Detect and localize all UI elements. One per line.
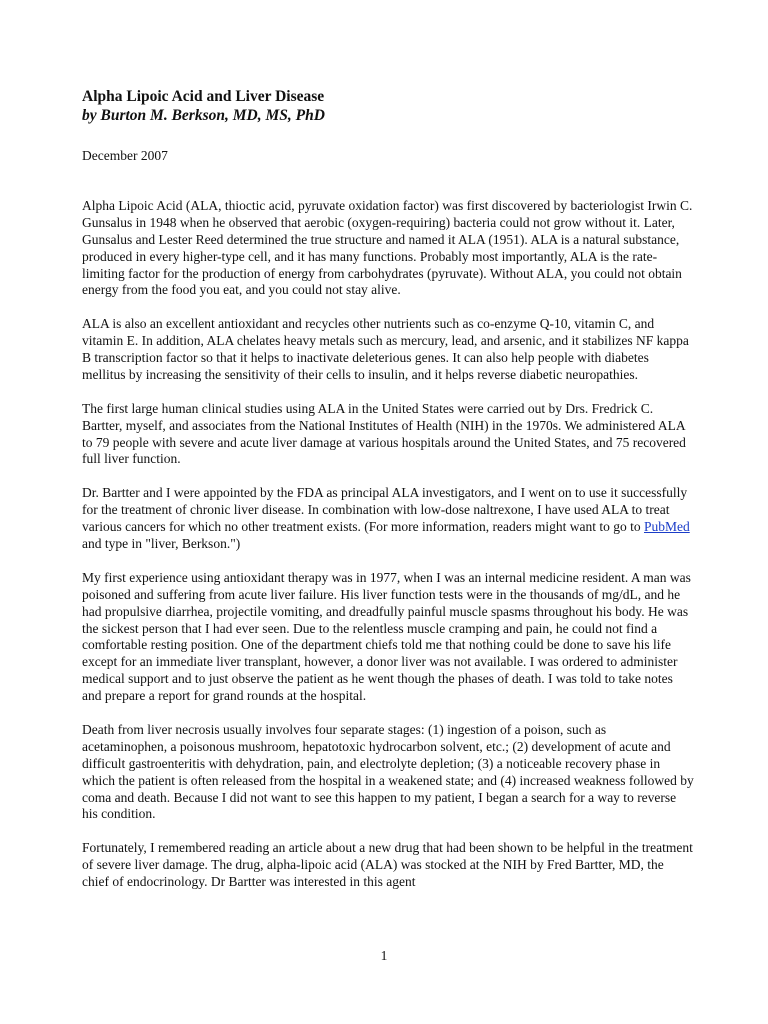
paragraph-3: The first large human clinical studies using ALA in the United States were carried out by Drs. Fredrick C. Bartter, myself, and associates from the National Institutes of Health (NIH) in the 1970s. We administered ALA to 79 people with severe and acute liver damage at various hospitals around the United States, and 75 recovered full liver function.	[82, 400, 686, 467]
paragraph-1: Alpha Lipoic Acid (ALA, thioctic acid, pyruvate oxidation factor) was first discovered by bacteriologist Irwin C. Gunsalus in 1948 when he observed that aerobic (oxygen-requiring) bacteria could not grow without it. Later, Gunsalus and Lester Reed determined the true structure and named it ALA (1951). ALA is a natural substance, produced in every higher-type cell, and it has many functions. Probably most importantly, ALA is the rate-limiting factor for the production of energy from carbohydrates (pyruvate). Without ALA, you could not obtain energy from the food you eat, and you could not stay alive.	[82, 197, 693, 298]
paragraph-4-text-after: and type in "liver, Berkson.")	[82, 535, 241, 551]
paragraph-2: ALA is also an excellent antioxidant and recycles other nutrients such as co-enzyme Q-10, vitamin C, and vitamin E. In addition, ALA chelates heavy metals such as mercury, lead, and arsenic, and it stabilizes NF kappa B transcription factor so that it helps to inactivate deleterious genes. It can also help people with diabetes mellitus by increasing the sensitivity of their cells to insulin, and it helps reverse diabetic neuropathies.	[82, 316, 689, 382]
document-body	[82, 87, 694, 908]
document-author: by Burton M. Berkson, MD, MS, PhD	[82, 107, 325, 124]
document-title: Alpha Lipoic Acid and Liver Disease	[82, 88, 325, 105]
paragraph-5: My first experience using antioxidant therapy was in 1977, when I was an internal medicine resident. A man was poisoned and suffering from acute liver failure. His liver function tests were in the thousands of mg/dL, and he had propulsive diarrhea, projectile vomiting, and dreadfully painful muscle spasms throughout his body. He was the sickest person that I had ever seen. Due to the relentless muscle cramping and pain, he could not find a comfortable resting position. One of the department chiefs told me that nothing could be done to save his life except for an immediate liver transplant, however, a donor liver was not available. I was ordered to administer medical support and to just observe the patient as he went though the phases of death. I was told to take notes and prepare a report for grand rounds at the hospital.	[82, 569, 691, 704]
paragraph-4	[82, 485, 694, 553]
paragraph-6: Death from liver necrosis usually involves four separate stages: (1) ingestion of a poison, such as acetaminophen, a poisonous mushroom, hepatotoxic hydrocarbon solvent, etc.; (2) development of acute and difficult gastroenteritis with dehydration, pain, and electrolyte depletion; (3) a noticeable recovery phase in which the patient is often released from the hospital in a weakened state; and (4) increased weakness followed by coma and death. Because I did not want to see this happen to my patient, I began a search for a way to reverse his condition.	[82, 721, 694, 822]
pubmed-link[interactable]: PubMed	[643, 519, 690, 535]
paragraph-7: Fortunately, I remembered reading an article about a new drug that had been shown to be helpful in the treatment of severe liver damage. The drug, alpha-lipoic acid (ALA) was stocked at the NIH by Fred Bartter, MD, the chief of endocrinology. Dr Bartter was interested in this agent	[82, 840, 693, 890]
paragraph-4-text-before: Dr. Bartter and I were appointed by the FDA as principal ALA investigators, and I went on to use it successfully for the treatment of chronic liver disease. In combination with low-dose naltrexone, I have used ALA to treat various cancers for which no other treatment exists. (For more information, readers might want to go to	[82, 485, 688, 535]
document-date: December 2007	[82, 148, 168, 163]
page-number: 1	[380, 948, 388, 963]
